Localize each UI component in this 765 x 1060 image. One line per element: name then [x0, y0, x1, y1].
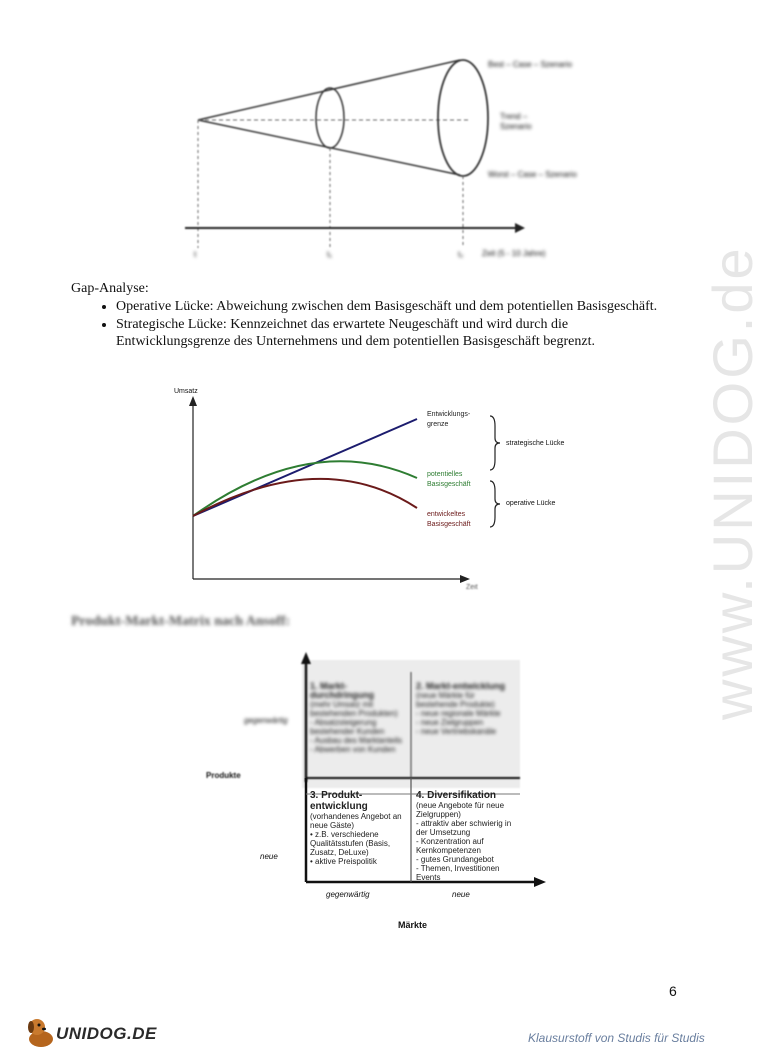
x-axis-markets-label: Märkte — [398, 920, 428, 930]
operative-gap-label: operative Lücke — [506, 500, 556, 507]
best-case-label: Best – Case – Szenario — [488, 60, 573, 69]
watermark: www.UNIDOG.de — [701, 245, 764, 720]
col-label-new: neue — [452, 890, 470, 899]
logo-text: UNIDOG.DE — [56, 1024, 157, 1043]
y-axis-products-label: Produkte — [206, 771, 241, 780]
matrix-cell-diversification: 4. Diversifikation (neue Angebote für neue Zielgruppen) - attraktiv aber schwierig in der Umsetzung - Konzentration auf Kernkompetenzen - gutes Grundangebot - Themen, Investitionen Events — [416, 790, 512, 882]
bullet-operative-gap: • Operative Lücke: Abweichung zwischen dem Basisgeschäft und dem potentiellen Basisgeschäft. — [116, 298, 676, 315]
dog-mascot-icon — [24, 1015, 58, 1049]
matrix-cell-market-development: 2. Markt-entwicklung (neue Märkte für bestehende Produkte) - neue regionale Märkte - neue Zielgruppen - neue Vertriebskanäle — [416, 681, 506, 736]
page-number: 6 — [669, 983, 677, 999]
gap-analysis-title: Gap-Analyse: — [71, 281, 149, 296]
limit-label: Entwicklungs- grenze — [427, 411, 471, 428]
scenario-funnel-diagram — [170, 40, 590, 270]
operative-gap-bracket — [490, 481, 500, 527]
matrix-cell-product-development: 3. Produkt-entwicklung (vorhandenes Angebot an neue Gäste) • z.B. verschiedene Qualitätsstufen (Basis, Zusatz, DeLuxe) • aktive Preispolitik — [310, 790, 402, 866]
tick-t0: t — [194, 250, 197, 259]
tick-t1: t₁ — [327, 250, 332, 259]
bullet-strategic-gap: • Strategische Lücke: Kennzeichnet das erwartete Neugeschäft und wird durch die Entwicklungsgrenze des Unternehmens und dem potentiellen Basisgeschäft begrenzt. — [116, 316, 676, 350]
ansoff-heading: Produkt-Markt-Matrix nach Ansoff: — [71, 614, 291, 629]
gap-bullet-list — [86, 298, 676, 351]
row-label-new: neue — [260, 852, 278, 861]
tick-t2: t₂ — [458, 250, 464, 259]
potential-business-curve — [193, 461, 417, 516]
row-label-current: gegenwärtig — [244, 716, 288, 725]
trend-label: Trend – Szenario — [500, 112, 532, 131]
x-axis-label: Zeit — [466, 584, 478, 591]
development-limit-line — [193, 419, 417, 516]
worst-case-label: Worst – Case – Szenario — [488, 170, 577, 179]
strategic-gap-label: strategische Lücke — [506, 440, 565, 447]
gap-analysis-chart — [172, 386, 592, 596]
y-axis-label: Umsatz — [174, 388, 198, 395]
col-label-current: gegenwärtig — [326, 890, 370, 899]
developed-business-curve — [193, 479, 417, 516]
strategic-gap-bracket — [490, 416, 500, 470]
developed-label: entwickeltes Basisgeschäft — [427, 511, 471, 528]
time-axis-label: Zeit (5 - 10 Jahre) — [482, 249, 546, 258]
matrix-cell-market-penetration: 1. Markt-durchdringung (mehr Umsatz mit bestehenden Produkten) - Absatzsteigerung bestehender Kunden - Ausbau des Marktanteils - Abwerben von Kunden — [310, 681, 403, 754]
ansoff-matrix — [198, 650, 550, 935]
potential-label: potentielles Basisgeschäft — [427, 471, 471, 488]
footer-tagline: Klausurstoff von Studis für Studis — [528, 1031, 705, 1045]
